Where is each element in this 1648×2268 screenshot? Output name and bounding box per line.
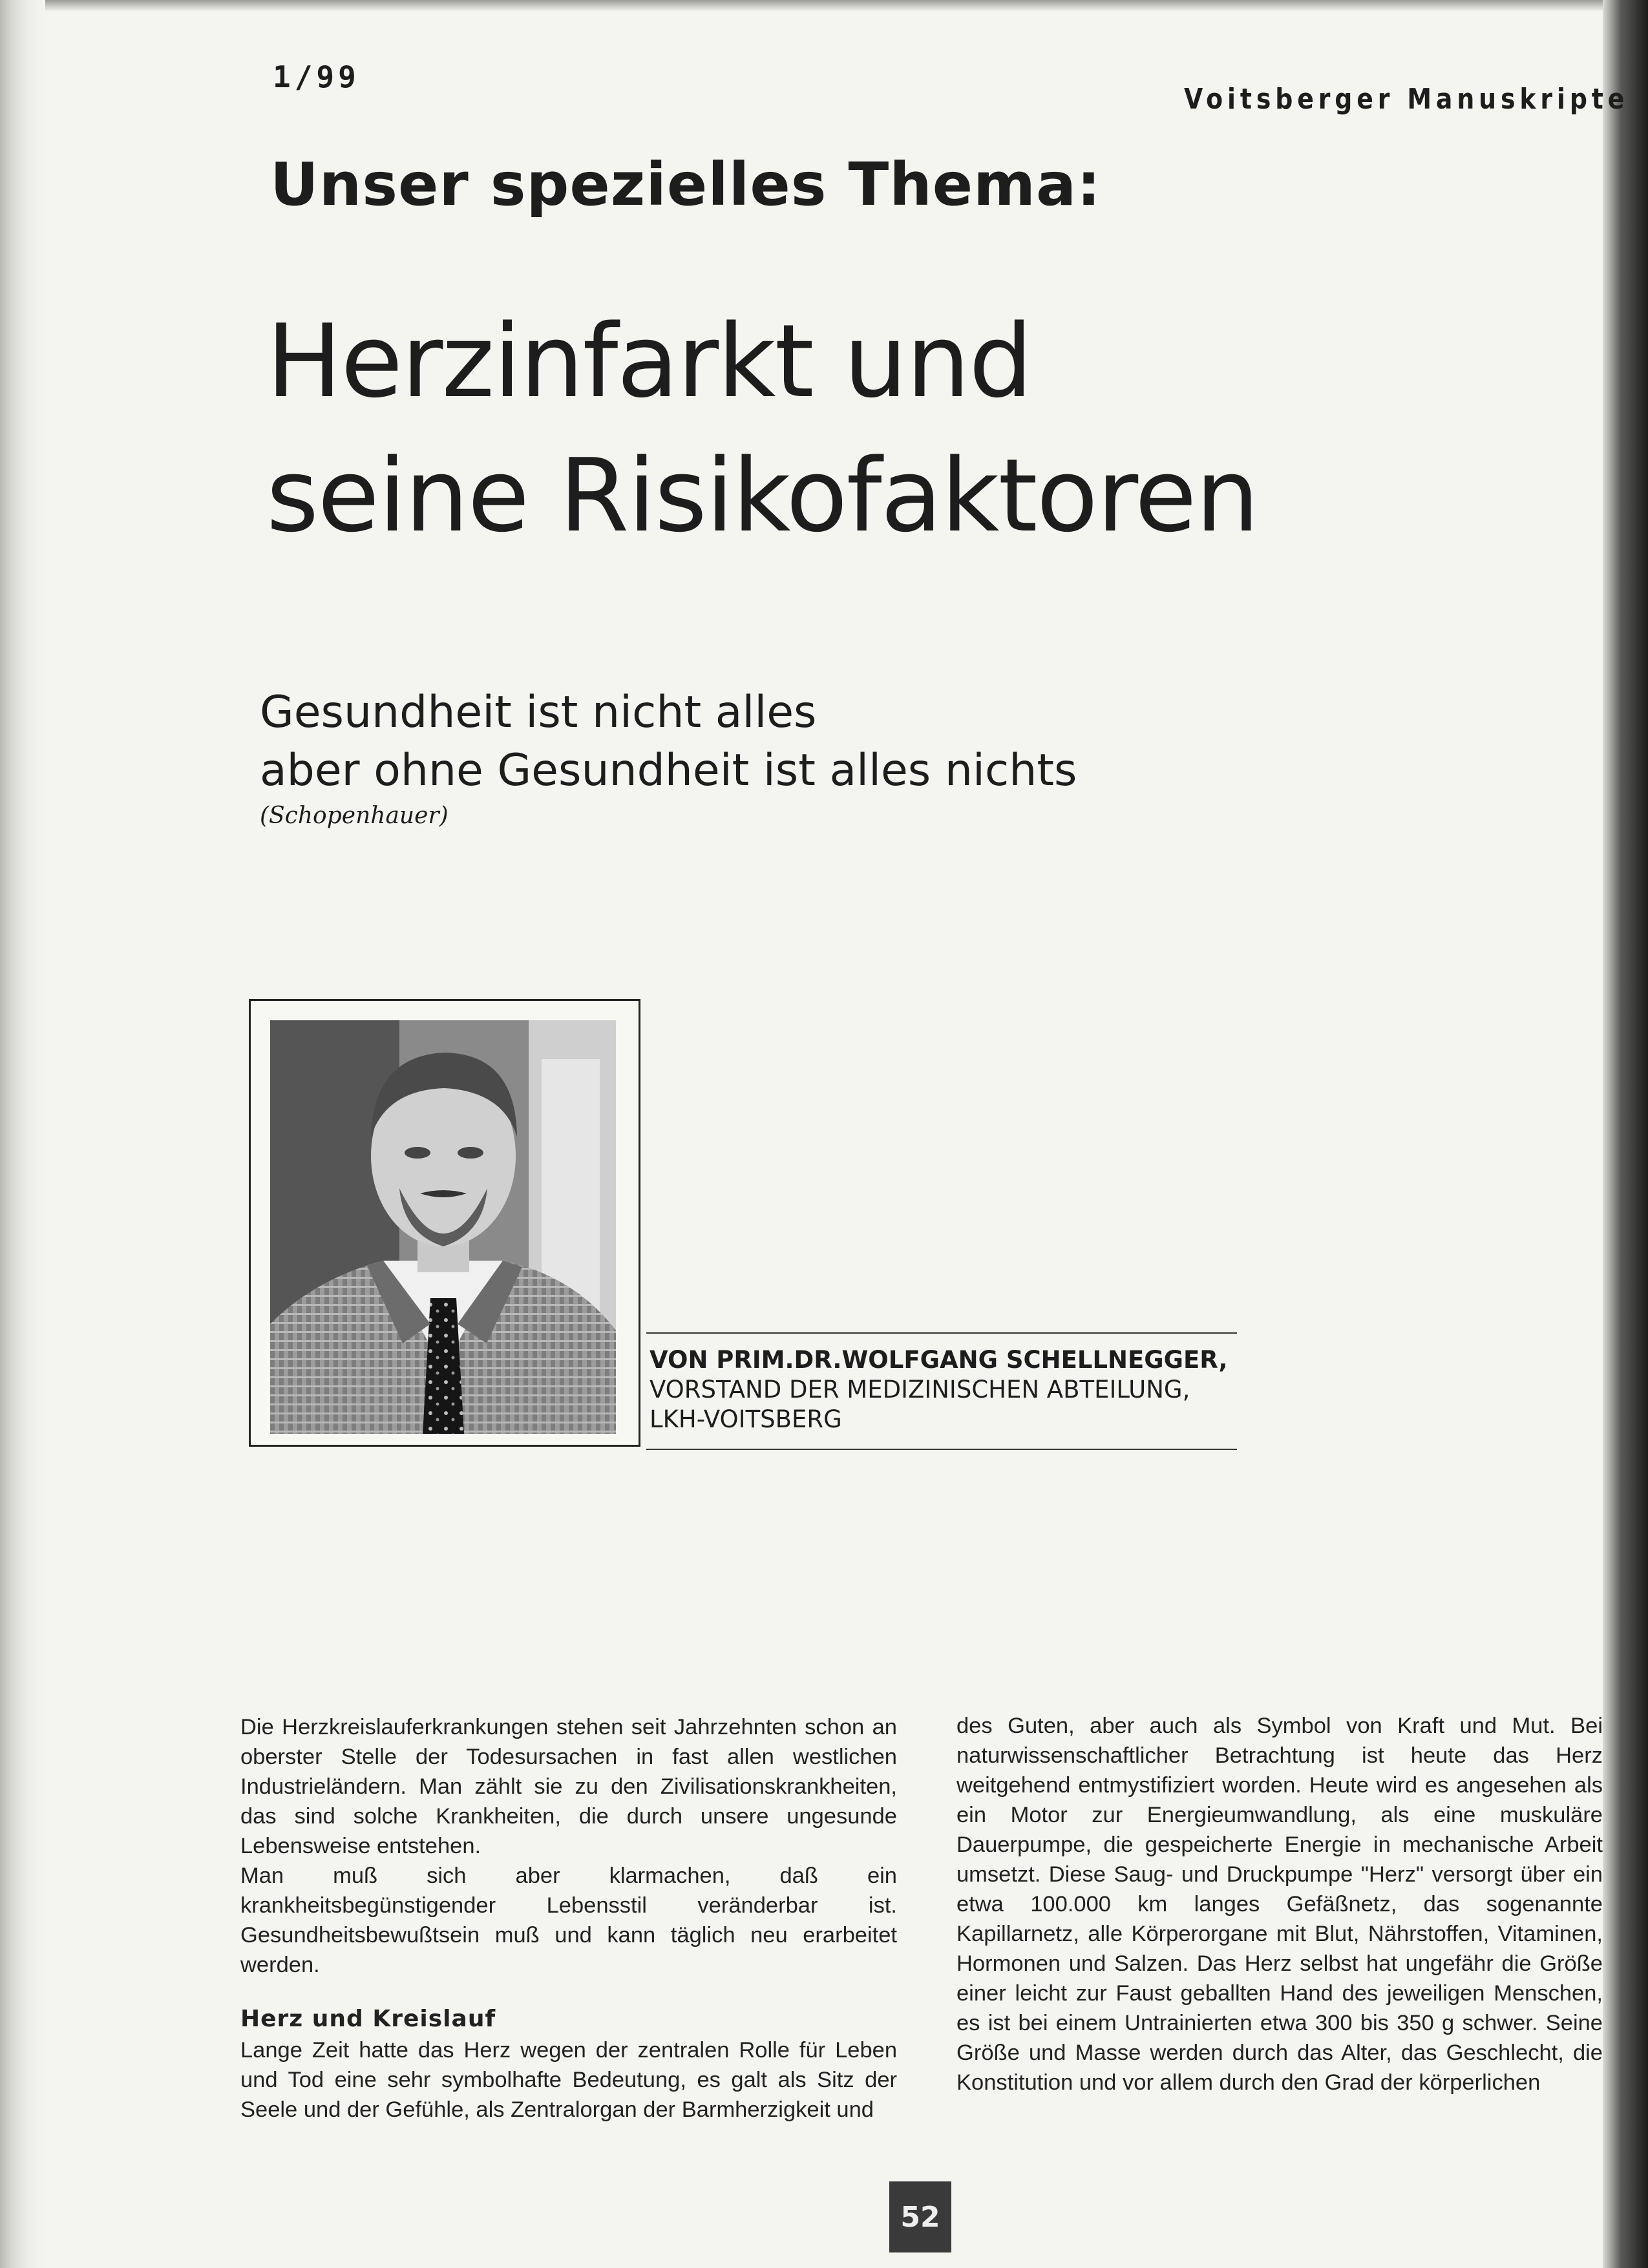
- body-column-right: [956, 1711, 1603, 2097]
- author-photo-frame: [249, 999, 640, 1447]
- body-paragraph: Lange Zeit hatte das Herz wegen der zentralen Rolle für Leben und Tod eine sehr symbolhafte Bedeutung, es galt als Sitz der Seele und der Gefühle, als Zentralorgan der Barmherzigkeit und: [240, 2038, 897, 2122]
- author-name: VON PRIM.DR.WOLFGANG SCHELLNEGGER,: [650, 1346, 1228, 1374]
- section-kicker: Unser spezielles Thema:: [270, 150, 1101, 219]
- series-title: Voitsberger Manuskripte: [1183, 83, 1629, 116]
- page-edge-right: [1603, 0, 1648, 2268]
- issue-number: 1/99: [273, 59, 360, 94]
- portrait-photo: [270, 1020, 616, 1434]
- page-edge-left: [0, 0, 45, 2268]
- body-paragraph: des Guten, aber auch als Symbol von Kraft und Mut. Bei naturwissenschaftlicher Betrachtung ist heute das Herz weitgehend entmystifiziert worden. Heute wird es angesehen als ein Motor zur Energieumwandlung, als eine muskuläre Dauerpumpe, die gespeicherte Energie in mechanische Arbeit umsetzt. Diese Saug- und Druckpumpe "Herz" versorgt über ein etwa 100.000 km langes Gefäßnetz, das sogenannte Kapillarnetz, alle Körperorgane mit Blut, Nährstoffen, Vitaminen, Hormonen und Salzen. Das Herz selbst hat ungefähr die Größe einer leicht zur Faust geballten Hand des jeweiligen Menschen, es ist bei einem Untrainierten etwa 300 bis 350 g schwer. Seine Größe und Masse werden durch das Alter, das Geschlecht, die Konstitution und vor allem durch den Grad der körperlichen: [956, 1714, 1603, 2095]
- article-title-line: seine Risikofaktoren: [266, 437, 1258, 554]
- epigraph-source: (Schopenhauer): [260, 803, 449, 829]
- author-institution: LKH-VOITSBERG: [650, 1405, 842, 1433]
- article-title: [266, 294, 1258, 563]
- author-role: VORSTAND DER MEDIZINISCHEN ABTEILUNG,: [650, 1376, 1190, 1403]
- epigraph-line: aber ohne Gesundheit ist alles nichts: [260, 745, 1077, 796]
- portrait-image: [270, 1020, 616, 1434]
- page-number: 52: [889, 2181, 951, 2252]
- epigraph: [260, 684, 1165, 832]
- body-paragraph: Die Herzkreislauferkrankungen stehen seit Jahrzehnten schon an oberster Stelle der Todesursachen in fast allen westlichen Industrieländern. Man zählt sie zu den Zivilisationskrankheiten, das sind solche Krankheiten, die durch unsere ungesunde Lebensweise entstehen.: [240, 1715, 897, 1858]
- body-column-left: [240, 1712, 897, 2125]
- page-top-shadow: [0, 0, 1648, 12]
- epigraph-line: Gesundheit ist nicht alles: [260, 687, 817, 738]
- author-byline: [646, 1332, 1237, 1450]
- body-paragraph: Man muß sich aber klarmachen, daß ein krankheitsbegünstigender Lebensstil veränderbar ist. Gesundheitsbewußtsein muß und kann täglich neu erarbeitet werden.: [240, 1864, 897, 1977]
- section-heading: Herz und Kreislauf: [240, 2006, 496, 2032]
- article-title-line: Herzinfarkt und: [266, 302, 1032, 420]
